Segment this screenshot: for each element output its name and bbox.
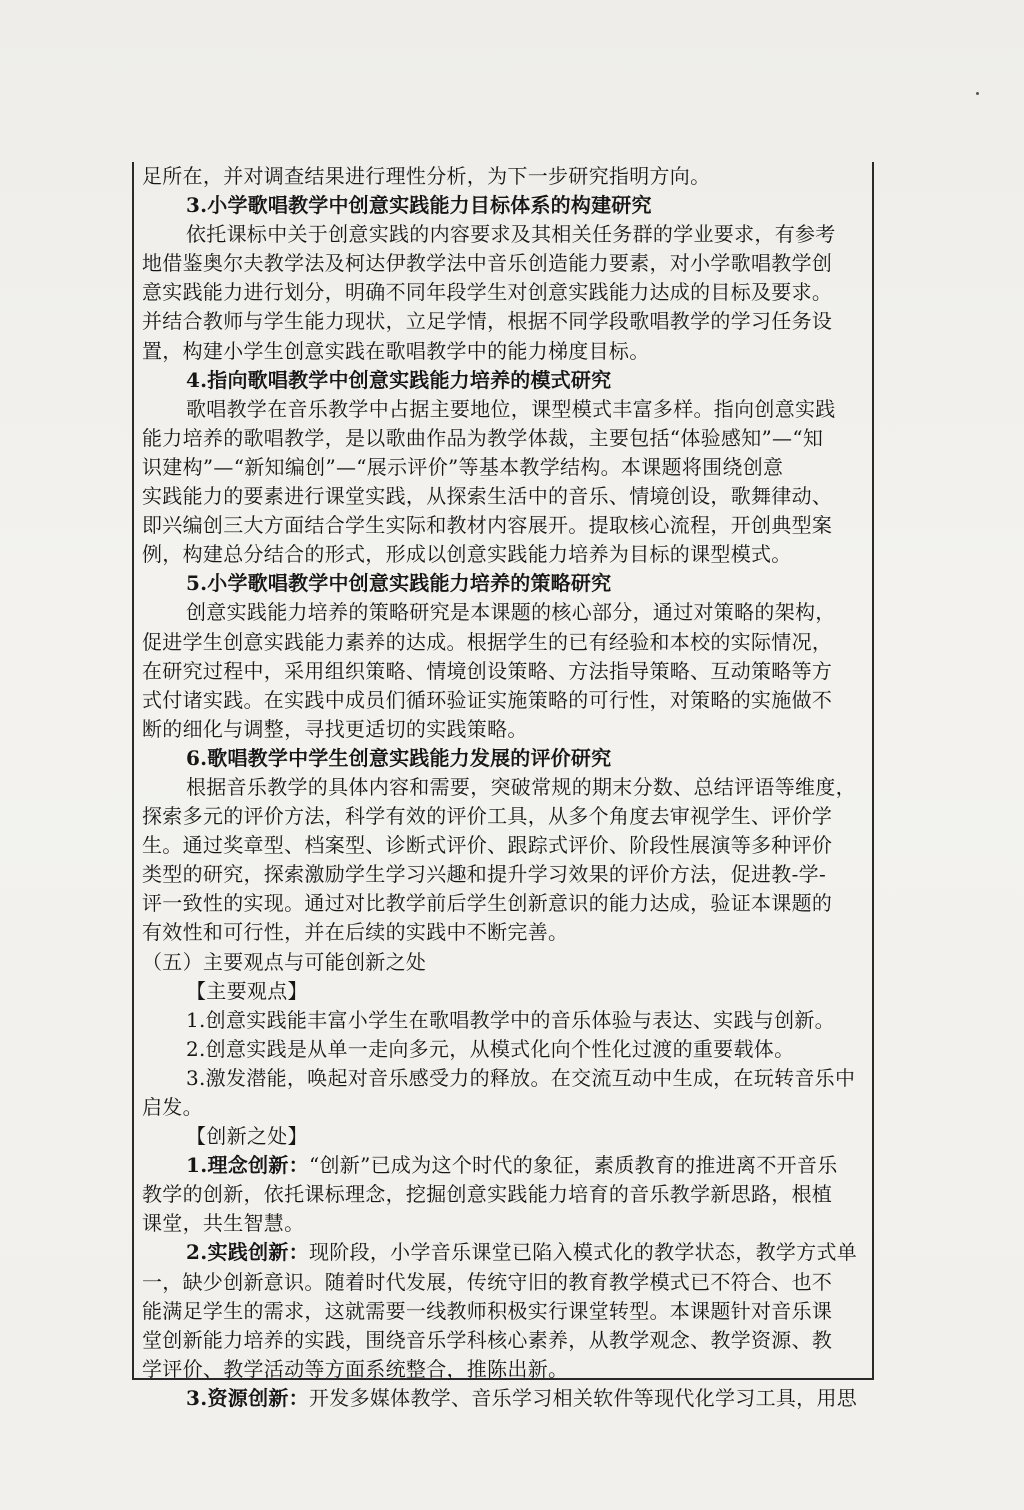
text-line: 3.激发潜能，唤起对音乐感受力的释放。在交流互动中生成，在玩转音乐中 [186,1065,856,1090]
document-body [142,162,870,1410]
text-line: （五）主要观点与可能创新之处 [142,949,427,974]
text-line: 根据音乐教学的具体内容和需要，突破常规的期末分数、总结评语等维度， [186,774,856,799]
text-line: 能力培养的歌唱教学，是以歌曲作品为教学体裁，主要包括“体验感知”—“知 [142,425,824,450]
lead-text: 开发多媒体教学、音乐学习相关软件等现代化学习工具，用思 [308,1385,858,1410]
lead-label: 2.实践创新： [186,1240,309,1265]
text-line: 地借鉴奥尔夫教学法及柯达伊教学法中音乐创造能力要素，对小学歌唱教学创 [142,251,833,276]
text-line: 例，构建总分结合的形式，形成以创意实践能力培养为目标的课型模式。 [142,542,792,567]
section-heading: 3.小学歌唱教学中创意实践能力目标体系的构建研究 [186,193,652,218]
text-line: 意实践能力进行划分，明确不同年段学生对创意实践能力达成的目标及要求。 [142,280,833,305]
text-line: 教学的创新，依托课标理念，挖掘创意实践能力培育的音乐教学新思路，根植 [142,1182,833,1207]
text-line: 式付诸实践。在实践中成员们循环验证实施策略的可行性，对策略的实施做不 [142,687,833,712]
text-line: 一，缺少创新意识。随着时代发展，传统守旧的教育教学模式已不符合、也不 [142,1269,833,1294]
text-line: 能满足学生的需求，这就需要一线教师积极实行课堂转型。本课题针对音乐课 [142,1298,833,1323]
text-line: 【创新之处】 [186,1124,308,1149]
text-line: 启发。 [142,1095,203,1119]
text-line: 【主要观点】 [186,978,308,1003]
section-heading: 4.指向歌唱教学中创意实践能力培养的模式研究 [186,367,612,392]
text-line: 创意实践能力培养的策略研究是本课题的核心部分，通过对策略的架构， [186,600,836,625]
text-line: 探索多元的评价方法，科学有效的评价工具，从多个角度去审视学生、评价学 [142,804,833,829]
text-line: 即兴编创三大方面结合学生实际和教材内容展开。提取核心流程，开创典型案 [142,513,833,538]
text-line: 生。通过奖章型、档案型、诊断式评价、跟踪式评价、阶段性展演等多种评价 [142,833,833,858]
text-line: 学评价、教学活动等方面系统整合，推陈出新。 [142,1356,569,1381]
section-heading: 5.小学歌唱教学中创意实践能力培养的策略研究 [186,571,612,596]
text-line [142,1151,870,1180]
text-line: 实践能力的要素进行课堂实践，从探索生活中的音乐、情境创设，歌舞律动、 [142,484,833,509]
lead-text: “创新”已成为这个时代的象征，素质教育的推进离不开音乐 [308,1153,838,1178]
text-line: 歌唱教学在音乐教学中占据主要地位，课型模式丰富多样。指向创意实践 [186,396,836,421]
text-line: 类型的研究，探索激励学生学习兴趣和提升学习效果的评价方法，促进教-学- [142,862,827,887]
text-line: 2.创意实践是从单一走向多元，从模式化向个性化过渡的重要载体。 [186,1036,795,1061]
lead-label: 3.资源创新： [186,1385,309,1410]
section-heading: 6.歌唱教学中学生创意实践能力发展的评价研究 [186,745,612,770]
text-line: 置，构建小学生创意实践在歌唱教学中的能力梯度目标。 [142,338,650,363]
lead-label: 1.理念创新： [186,1153,309,1178]
text-line: 在研究过程中，采用组织策略、情境创设策略、方法指导策略、互动策略等方 [142,658,833,683]
text-line: 堂创新能力培养的实践，围绕音乐学科核心素养，从教学观念、教学资源、教 [142,1327,833,1352]
lead-text: 现阶段，小学音乐课堂已陷入模式化的教学状态，教学方式单 [308,1240,858,1265]
text-line: 评一致性的实现。通过对比教学前后学生创新意识的能力达成，验证本课题的 [142,891,833,916]
text-line: 促进学生创意实践能力素养的达成。根据学生的已有经验和本校的实际情况， [142,629,833,654]
text-line: 有效性和可行性，并在后续的实践中不断完善。 [142,920,569,945]
text-line: 依托课标中关于创意实践的内容要求及其相关任务群的学业要求，有参考 [186,222,836,247]
text-line: 课堂，共生智慧。 [142,1211,305,1236]
text-line: 足所在，并对调查结果进行理性分析，为下一步研究指明方向。 [142,164,711,188]
text-line: 并结合教师与学生能力现状，立足学情，根据不同学段歌唱教学的学习任务设 [142,309,833,334]
scan-speck [976,92,979,95]
text-line [142,1238,870,1267]
text-line: 1.创意实践能丰富小学生在歌唱教学中的音乐体验与表达、实践与创新。 [186,1007,835,1032]
text-line [142,1384,870,1413]
text-line: 识建构”—“新知编创”—“展示评价”等基本教学结构。本课题将围绕创意 [142,454,784,479]
text-line: 断的细化与调整，寻找更适切的实践策略。 [142,716,528,741]
